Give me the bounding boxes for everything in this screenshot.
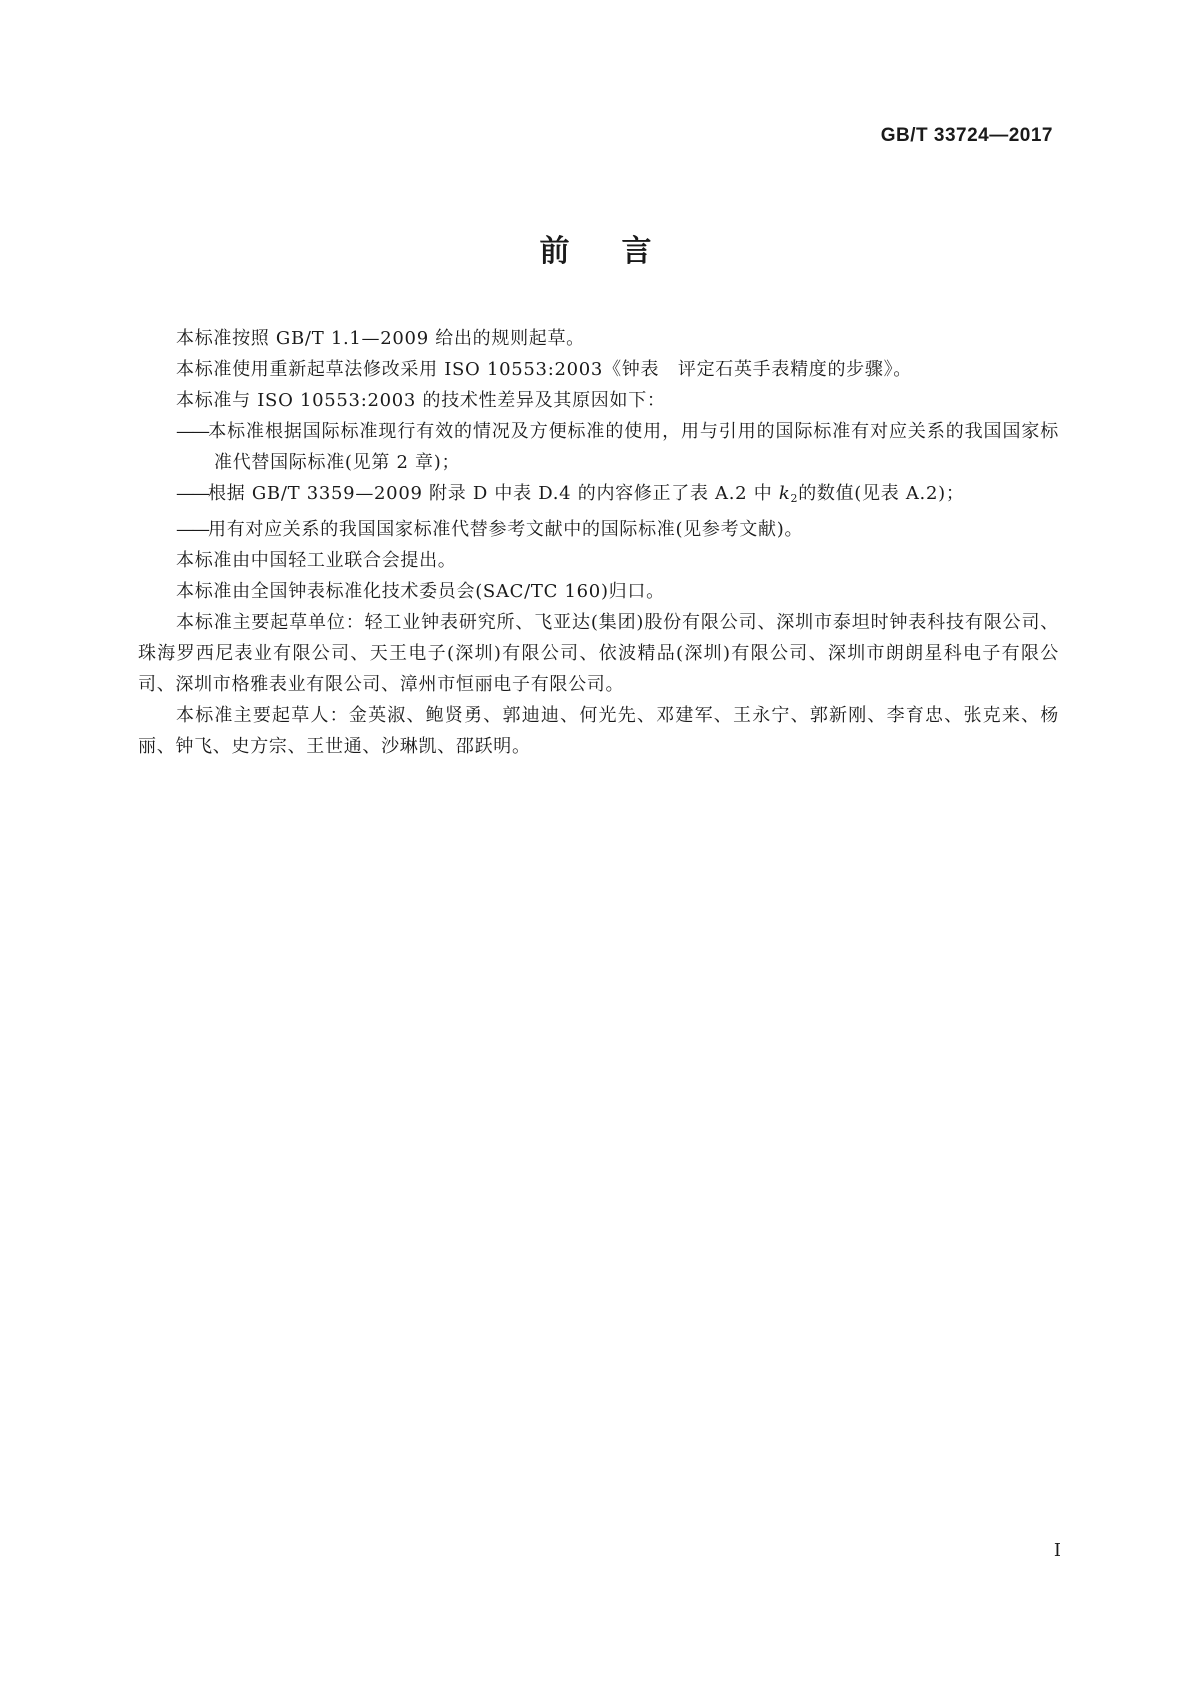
paragraph-drafting-rules: 本标准按照 GB/T 1.1—2009 给出的规则起草。 xyxy=(176,328,585,349)
dash-marker: —— xyxy=(176,483,208,504)
page-number: I xyxy=(1053,1540,1061,1561)
dash-marker: —— xyxy=(176,421,208,442)
difference-item-text-end: 的数值(见表 A.2)； xyxy=(798,483,965,504)
paragraph-committee: 本标准由全国钟表标准化技术委员会(SAC/TC 160)归口。 xyxy=(176,581,665,602)
paragraph-proposer: 本标准由中国轻工业联合会提出。 xyxy=(176,550,457,571)
paragraph-drafting-units: 本标准主要起草单位：轻工业钟表研究所、飞亚达(集团)股份有限公司、深圳市泰坦时钟表科技有限公司、珠海罗西尼表业有限公司、天王电子(深圳)有限公司、依波精品(深圳)有限公司、深圳市朗朗星科电子有限公司、深圳市格雅表业有限公司、漳州市恒丽电子有限公司。 xyxy=(138,612,1059,695)
difference-item-text: 用有对应关系的我国国家标准代替参考文献中的国际标准(见参考文献)。 xyxy=(208,519,804,540)
k-symbol: k xyxy=(778,483,791,504)
standard-number: GB/T 33724—2017 xyxy=(880,125,1053,146)
difference-item-text: 根据 GB/T 3359—2009 附录 D 中表 D.4 的内容修正了表 A.2 中 xyxy=(208,483,779,504)
page-title: 前言 xyxy=(539,234,704,269)
difference-item-text: 本标准根据国际标准现行有效的情况及方便标准的使用，用与引用的国际标准有对应关系的我国国家标准代替国际标准(见第 2 章)； xyxy=(208,421,1059,473)
k-subscript: 2 xyxy=(790,492,799,505)
difference-item xyxy=(138,478,1059,514)
difference-item xyxy=(138,416,1059,478)
paragraph-adoption: 本标准使用重新起草法修改采用 ISO 10553:2003《钟表 评定石英手表精度的步骤》。 xyxy=(176,359,912,380)
difference-item xyxy=(138,514,1059,545)
foreword-body xyxy=(138,323,1059,762)
paragraph-differences-intro: 本标准与 ISO 10553:2003 的技术性差异及其原因如下： xyxy=(176,390,666,411)
paragraph-drafters: 本标准主要起草人：金英淑、鲍贤勇、郭迪迪、何光先、邓建军、王永宁、郭新刚、李育忠、张克来、杨丽、钟飞、史方宗、王世通、沙琳凯、邵跃明。 xyxy=(138,705,1059,757)
dash-marker: —— xyxy=(176,519,208,540)
